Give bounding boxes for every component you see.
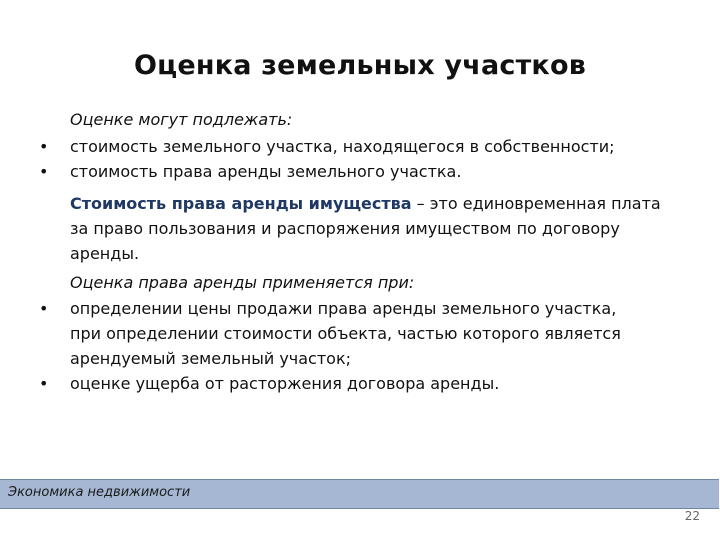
footer-course-title: Экономика недвижимости bbox=[8, 485, 191, 500]
applies-intro-text: Оценка права аренды применяется при: bbox=[70, 273, 415, 292]
bullet-item-price-line-3: арендуемый земельный участок; bbox=[70, 349, 352, 368]
bullet-marker: • bbox=[39, 162, 49, 181]
bullet-item-damage: оценке ущерба от расторжения договора аренды. bbox=[70, 374, 500, 393]
bullet-marker: • bbox=[39, 299, 49, 318]
bullet-marker: • bbox=[39, 374, 49, 393]
footer-bar bbox=[0, 479, 719, 509]
bullet-item-price-line-1: определении цены продажи права аренды земельного участка, bbox=[70, 299, 617, 318]
bullet-item-ownership-value: стоимость земельного участка, находящегося в собственности; bbox=[70, 137, 615, 156]
definition-text-3: аренды. bbox=[70, 244, 140, 263]
bullet-marker: • bbox=[39, 137, 49, 156]
bullet-item-price-line-2: при определении стоимости объекта, частью которого является bbox=[70, 324, 621, 343]
slide-title: Оценка земельных участков bbox=[134, 50, 586, 81]
definition-term: Стоимость права аренды имущества bbox=[70, 194, 412, 213]
definition-first-line bbox=[70, 191, 661, 216]
bullet-item-lease-value: стоимость права аренды земельного участка. bbox=[70, 162, 462, 181]
definition-text-1: – это единовременная плата bbox=[411, 194, 661, 213]
page-number: 22 bbox=[684, 509, 700, 523]
definition-text-2: за право пользования и распоряжения имуществом по договору bbox=[70, 219, 620, 238]
intro-text: Оценке могут подлежать: bbox=[70, 110, 293, 129]
